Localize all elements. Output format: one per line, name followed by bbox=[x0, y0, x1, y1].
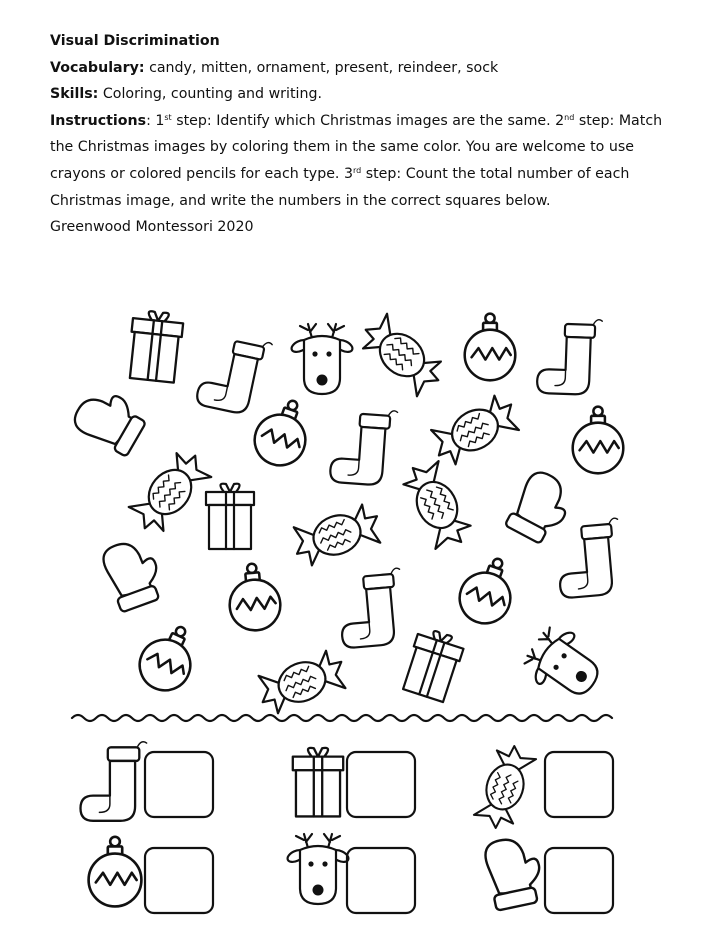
present-icon bbox=[206, 484, 254, 549]
wavy-divider bbox=[72, 715, 612, 721]
reindeer-count-box[interactable] bbox=[347, 848, 415, 913]
sock-icon bbox=[330, 407, 398, 487]
mitten-icon bbox=[102, 540, 162, 614]
candy-count-box[interactable] bbox=[545, 752, 613, 817]
candy-icon bbox=[397, 456, 477, 554]
ornament-icon bbox=[573, 407, 624, 474]
vocabulary-label: Vocabulary: bbox=[50, 59, 145, 76]
sock-icon bbox=[81, 742, 147, 821]
present-icon bbox=[293, 748, 343, 817]
skills-label: Skills: bbox=[50, 86, 99, 103]
sock-icon bbox=[337, 568, 406, 649]
ornament-icon bbox=[226, 562, 282, 633]
candy-icon bbox=[125, 444, 215, 540]
mitten-icon bbox=[496, 466, 579, 551]
ornament-count-box[interactable] bbox=[145, 848, 213, 913]
candy-icon bbox=[288, 499, 386, 570]
ornament-icon bbox=[465, 314, 516, 381]
candy-icon bbox=[354, 310, 450, 400]
present-icon bbox=[400, 626, 466, 703]
mitten-count-box[interactable] bbox=[545, 848, 613, 913]
present-icon bbox=[127, 309, 184, 382]
ornament-icon bbox=[89, 837, 142, 907]
page-title: Visual Discrimination bbox=[50, 33, 220, 49]
sock-icon bbox=[195, 330, 272, 417]
reindeer-icon bbox=[517, 618, 611, 711]
vocabulary-text: candy, mitten, ornament, present, reindeer, sock bbox=[149, 59, 499, 76]
skills-text: Coloring, counting and writing. bbox=[102, 86, 322, 103]
sock-icon bbox=[537, 318, 603, 395]
sock-icon bbox=[555, 518, 624, 599]
credit-line: Greenwood Montessori 2020 bbox=[50, 219, 254, 236]
candy-icon bbox=[472, 741, 538, 833]
ornament-icon bbox=[453, 550, 523, 630]
mitten-icon bbox=[68, 381, 153, 464]
instructions-paragraph: Instructions: 1st step: Identify which Christmas images are the same. 2nd step: Match the Christmas images by coloring them in the same color. You are welcome to use crayons or colored pencils for each type. 3rd step: Count the total number of each Christmas image, and write the numbers in the correct squares below. bbox=[50, 112, 663, 209]
ornament-icon bbox=[131, 617, 205, 699]
answer-section bbox=[81, 741, 614, 913]
candy-icon bbox=[253, 645, 351, 719]
candy-icon bbox=[426, 389, 524, 471]
scattered-images bbox=[68, 309, 624, 718]
reindeer-icon bbox=[286, 834, 351, 904]
reindeer-icon bbox=[290, 324, 355, 394]
sock-count-box[interactable] bbox=[145, 752, 213, 817]
instructions-label: Instructions bbox=[50, 112, 147, 129]
mitten-icon bbox=[485, 840, 539, 911]
ornament-icon bbox=[248, 392, 318, 472]
present-count-box[interactable] bbox=[347, 752, 415, 817]
